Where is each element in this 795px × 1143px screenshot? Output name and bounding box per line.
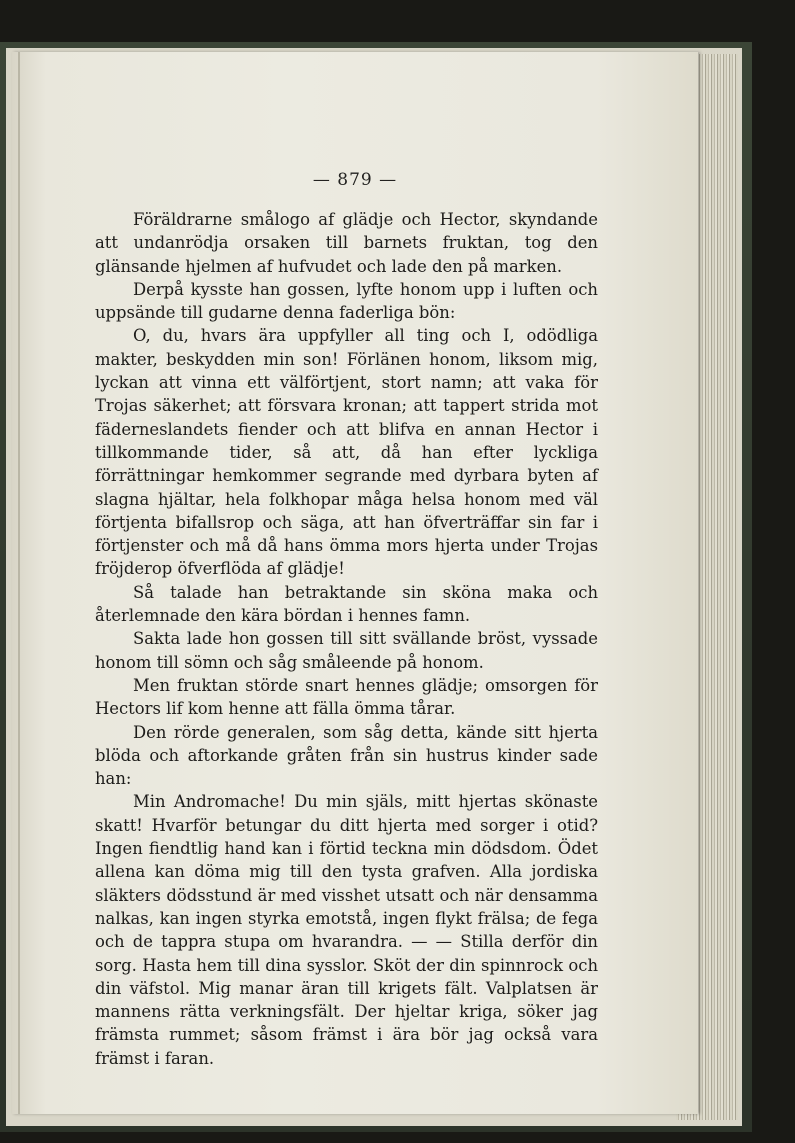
paragraph: Derpå kysste han gossen, lyfte honom upp i luften och uppsände till gudarne denna faderliga bön:	[95, 279, 598, 323]
book-page	[12, 52, 698, 1114]
paragraph: Så talade han betraktande sin sköna maka och återlemnade den kära bördan i hennes famn.	[95, 582, 598, 626]
paragraph: Den rörde generalen, som såg detta, kände sitt hjerta blöda och aftorkande gråten från sin hustrus kinder sade han:	[95, 722, 598, 789]
paragraph: O, du, hvars ära uppfyller all ting och I, odödliga makter, beskydden min son! Förlänen honom, liksom mig, lyckan att vinna ett välförtjent, stort namn; att vaka för Trojas säkerhet; att försvara kronan; att tappert strida mot fäderneslandets fiender och att blifva en annan Hector i tillkommande tider, så att, då han efter lyckliga förrättningar hemkommer segrande med dyrbara byten af slagna hjältar, hela folkhopar måga helsa honom med väl förtjenta bifallsrop och säga, att han öfverträffar sin far i förtjenster och må då hans ömma mors hjerta under Trojas fröjderop öfverflöda af glädje!	[95, 326, 598, 579]
paragraph: Min Andromache! Du min själs, mitt hjertas skönaste skatt! Hvarför betungar du ditt hjerta med sorger i otid? Ingen fiendtlig hand kan i förtid teckna min dödsdom. Ödet allena kan döma mig till den tysta grafven. Alla jordiska släkters dödsstund är med visshet utsatt och när densamma nalkas, kan ingen styrka emotstå, ingen flykt frälsa; de fega och de tappra stupa om hvarandra. — — Stilla derför din sorg. Hasta hem till dina sysslor. Sköt der din spinnrock och din väfstol. Mig manar äran till krigets fält. Valplatsen är mannens rätta verkningsfält. Der hjeltar kriga, söker jag främsta rummet; såsom främst i ära bör jag också vara främst i faran.	[95, 792, 598, 1068]
page-gutter	[18, 52, 20, 1114]
paragraph: Men fruktan störde snart hennes glädje; omsorgen för Hectors lif kom henne att fälla ömma tårar.	[95, 675, 598, 719]
paragraph: Föräldrarne smålogo af glädje och Hector, skyndande att undanrödja orsaken till barnets fruktan, tog den glänsande hjelmen af hufvudet och lade den på marken.	[95, 210, 598, 276]
page-number: — 879 —	[312, 170, 398, 190]
body-text	[95, 208, 598, 1070]
paragraph: Sakta lade hon gossen till sitt svällande bröst, vyssade honom till sömn och såg småleende på honom.	[95, 629, 598, 672]
